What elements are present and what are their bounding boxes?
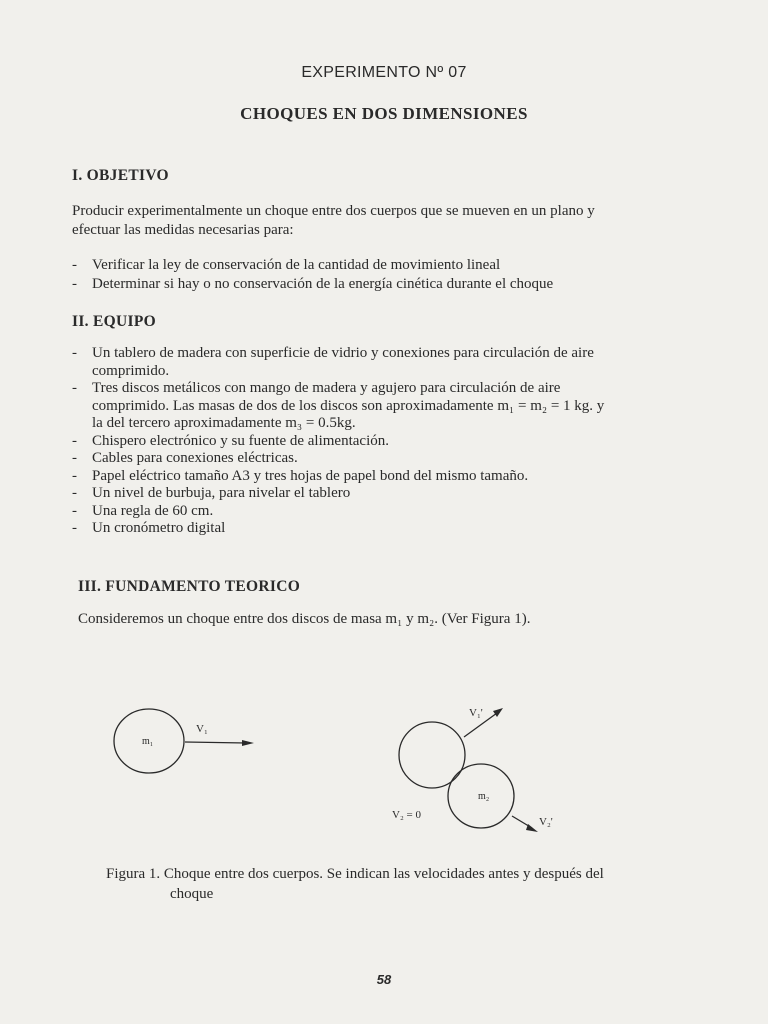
section-objetivo-heading: I. OBJETIVO xyxy=(72,167,169,184)
fundamento-intro: Consideremos un choque entre dos discos de masa m₁ y m₂. (Ver Figura 1). xyxy=(78,611,531,627)
m2-label: m₂ xyxy=(478,791,490,802)
v1-prime-label: V₁' xyxy=(469,707,483,719)
v2-prime-label: V₂' xyxy=(539,816,553,828)
section-equipo-heading: II. EQUIPO xyxy=(72,313,156,330)
figure-caption-line-2: choque xyxy=(170,886,214,902)
list-item: - Un tablero de madera con superficie de vidrio y conexiones para circulación de aire comprimido. xyxy=(72,345,594,379)
document-title: CHOQUES EN DOS DIMENSIONES xyxy=(240,104,528,123)
v1-label: V₁ xyxy=(196,723,208,735)
objetivo-intro-line-2: efectuar las medidas necesarias para: xyxy=(72,222,294,238)
v2-zero-label: V₂ = 0 xyxy=(392,809,421,821)
disc-m1-after xyxy=(399,722,465,788)
list-item: - Una regla de 60 cm. xyxy=(72,502,214,519)
figure-collision-diagram xyxy=(0,680,768,860)
v1-prime-arrowhead xyxy=(493,708,503,717)
list-item: - Chispero electrónico y su fuente de alimentación. xyxy=(72,432,389,449)
list-item: - Tres discos metálicos con mango de madera y agujero para circulación de aire comprimido. Las masas de dos de los discos son aproximadamente m₁ = m₂ = 1 kg. y la del tercero aproximadamente m₃ = 0.5kg. xyxy=(72,380,605,431)
v1-arrow-line xyxy=(185,742,246,743)
list-item: - Verificar la ley de conservación de la cantidad de movimiento lineal xyxy=(72,257,501,273)
list-item: - Papel eléctrico tamaño A3 y tres hojas de papel bond del mismo tamaño. xyxy=(72,467,529,484)
equipo-list xyxy=(72,345,604,538)
objetivo-list xyxy=(72,257,553,293)
figure-caption-line-1: Figura 1. Choque entre dos cuerpos. Se indican las velocidades antes y después del xyxy=(106,866,604,882)
list-item: - Determinar si hay o no conservación de la energía cinética durante el choque xyxy=(72,275,554,292)
page-number: 58 xyxy=(376,972,392,987)
list-item: - Cables para conexiones eléctricas. xyxy=(72,450,298,466)
objetivo-intro-line-1: Producir experimentalmente un choque entre dos cuerpos que se mueven en un plano y xyxy=(72,203,595,219)
section-fundamento-heading: III. FUNDAMENTO TEORICO xyxy=(78,578,301,595)
v1-arrowhead xyxy=(242,740,254,746)
list-item: - Un cronómetro digital xyxy=(72,520,226,536)
experiment-number: EXPERIMENTO Nº 07 xyxy=(301,64,467,81)
v2-prime-arrowhead xyxy=(526,824,538,832)
list-item: - Un nivel de burbuja, para nivelar el tablero xyxy=(72,485,351,501)
m1-label: m₁ xyxy=(142,736,154,747)
